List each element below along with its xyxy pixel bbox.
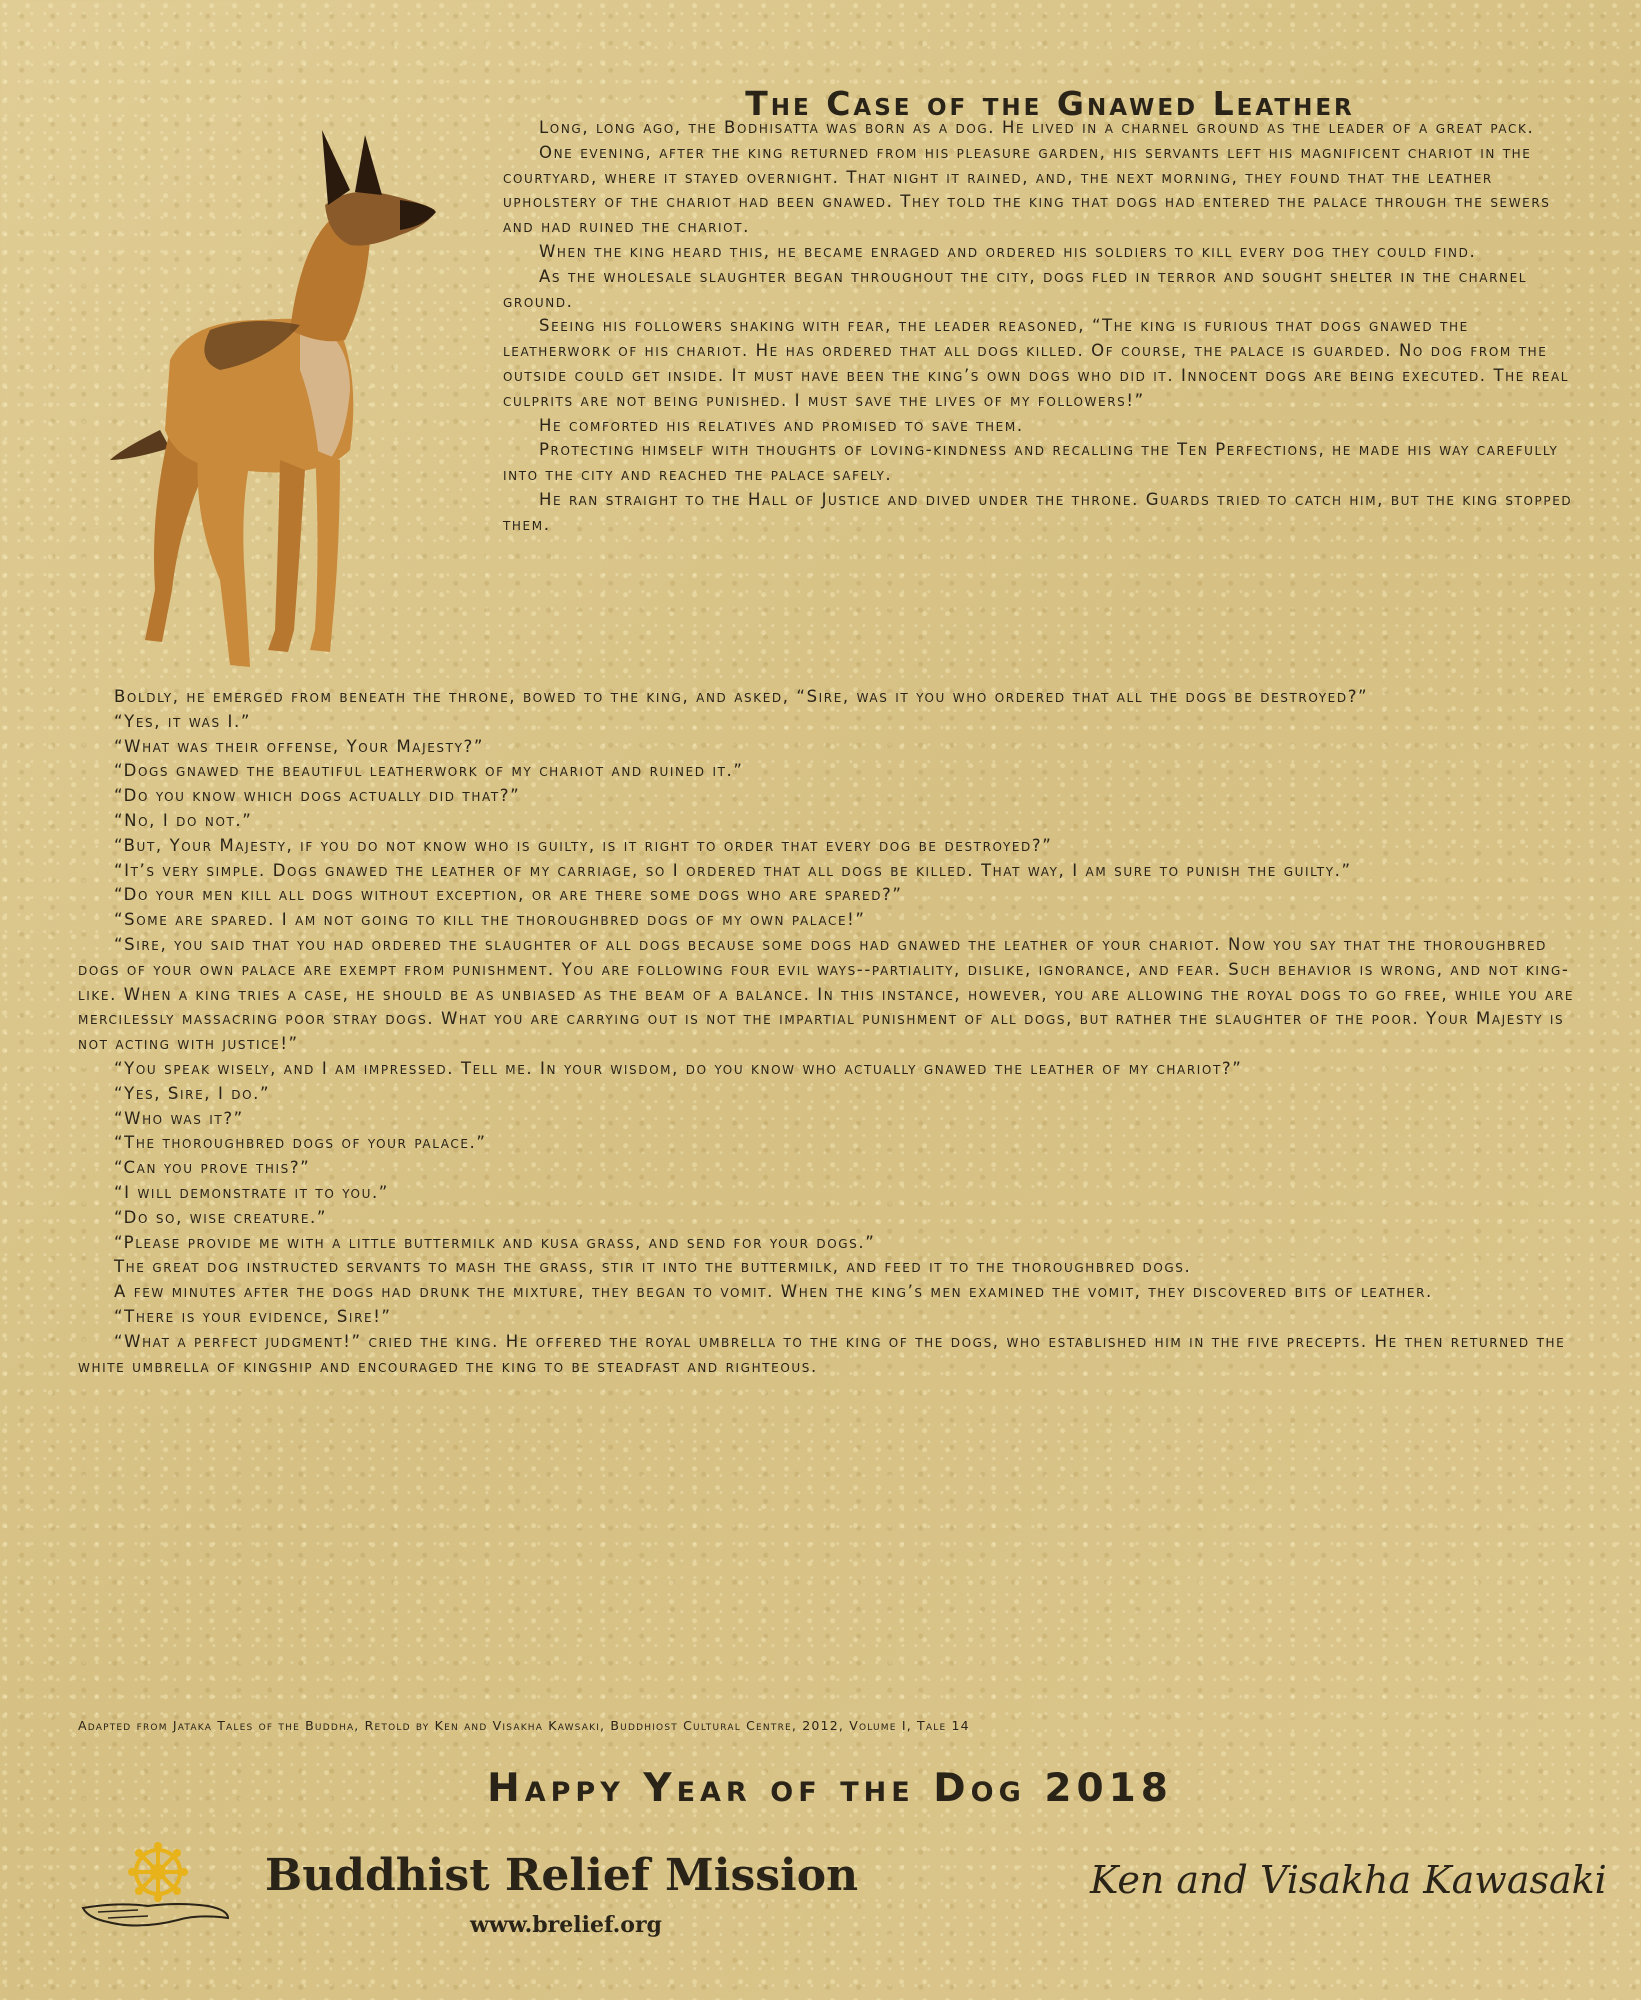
story-paragraph: “Do you know which dogs actually did that?” (114, 786, 521, 806)
story-paragraph: Protecting himself with thoughts of loving-kindness and recalling the Ten Perfections, he made his way carefully into the city and reached the palace safely. (503, 440, 1559, 485)
story-paragraph: “Do so, wise creature.” (114, 1207, 328, 1227)
story-paragraph: “There is your evidence, Sire!” (114, 1306, 392, 1326)
story-paragraph: “Yes, Sire, I do.” (114, 1083, 271, 1103)
dog-photo (100, 130, 480, 680)
org-name: Buddhist Relief Mission (265, 1850, 859, 1901)
story-paragraph: “Can you prove this?” (114, 1158, 311, 1178)
story-paragraph: “What was their offense, Your Majesty?” (114, 736, 485, 756)
story-paragraph: As the wholesale slaughter began throughout the city, dogs fled in terror and sought shelter in the charnel ground. (503, 266, 1528, 311)
story-paragraph: “The thoroughbred dogs of your palace.” (114, 1133, 487, 1153)
story-paragraph: Long, long ago, the Bodhisatta was born as a dog. He lived in a charnel ground as the leader of a great pack. (539, 118, 1535, 137)
story-paragraph: “Do your men kill all dogs without exception, or are there some dogs who are spared?” (114, 885, 903, 905)
story-paragraph: One evening, after the king returned from his pleasure garden, his servants left his magnificent chariot in the courtyard, where it stayed overnight. That night it rained, and, the next morning, they found that the leather upholstery of the chariot had been gnawed. They told the king that dogs had entered the palace through the sewers and had ruined the chariot. (503, 142, 1551, 237)
story-paragraph: The great dog instructed servants to mash the grass, stir it into the buttermilk, and feed it to the thoroughbred dogs. (114, 1257, 1192, 1277)
story-paragraph: “Who was it?” (114, 1108, 244, 1128)
source-credit: Adapted from Jataka Tales of the Buddha, Retold by Ken and Visakha Kawsaki, Buddhiost Cultural Centre, 2012, Volume I, Tale 14 (78, 1718, 970, 1733)
story-paragraph: “I will demonstrate it to you.” (114, 1182, 389, 1202)
story-paragraph: Seeing his followers shaking with fear, the leader reasoned, “The king is furious that dogs gnawed the leatherwork of his chariot. He has ordered that all dogs killed. Of course, the palace is guarded. No dog from the outside could get inside. It must have been the king’s own dogs who did it. Innocent dogs are being executed. The real culprits are not being punished. I must save the lives of my followers!” (503, 316, 1570, 410)
story-bottom (78, 685, 1578, 1379)
authors-signature: Ken and Visakha Kawasaki (1090, 1858, 1607, 1902)
page-title: The Case of the Gnawed Leather (745, 84, 1355, 124)
story-paragraph: “Yes, it was I.” (114, 711, 251, 731)
story-paragraph: “Please provide me with a little buttermilk and kusa grass, and send for your dogs.” (114, 1232, 876, 1252)
story-paragraph: “It’s very simple. Dogs gnawed the leather of my carriage, so I ordered that all dogs be killed. That way, I am sure to punish the guilty.” (114, 860, 1352, 880)
story-paragraph: “You speak wisely, and I am impressed. Tell me. In your wisdom, do you know who actually gnawed the leather of my chariot?” (114, 1058, 1243, 1078)
story-paragraph: “Dogs gnawed the beautiful leatherwork of my chariot and ruined it.” (114, 761, 744, 781)
story-paragraph: Boldly, he emerged from beneath the throne, bowed to the king, and asked, “Sire, was it you who ordered that all the dogs be destroyed?” (114, 687, 1369, 706)
story-paragraph: He ran straight to the Hall of Justice and dived under the throne. Guards tried to catch him, but the king stopped them. (503, 489, 1573, 534)
org-url[interactable]: www.brelief.org (470, 1912, 662, 1938)
story-paragraph: “Sire, you said that you had ordered the slaughter of all dogs because some dogs had gnawed the leather of your chariot. Now you say that the thoroughbred dogs of your own palace are exempt from punishment. You are following four evil ways--partiality, dislike, ignorance, and fear. Such behavior is wrong, and not king-like. When a king tries a case, he should be as unbiased as the beam of a balance. In this instance, however, you are allowing the royal dogs to go free, while you are mercilessly massacring poor stray dogs. What you are carrying out is not the impartial punishment of all dogs, but rather the slaughter of the poor. Your Majesty is not acting with justice!” (78, 934, 1575, 1054)
story-top (503, 116, 1578, 538)
story-paragraph: “Some are spared. I am not going to kill the thoroughbred dogs of my own palace!” (114, 910, 866, 930)
story-paragraph: “What a perfect judgment!” cried the king. He offered the royal umbrella to the king of the dogs, who established him in the five precepts. He then returned the white umbrella of kingship and encouraged the king to be steadfast and righteous. (78, 1331, 1566, 1376)
story-paragraph: “But, Your Majesty, if you do not know who is guilty, is it right to order that every dog be destroyed?” (114, 835, 1053, 855)
story-paragraph: A few minutes after the dogs had drunk the mixture, they began to vomit. When the king’s men examined the vomit, they discovered bits of leather. (114, 1282, 1433, 1302)
story-paragraph: When the king heard this, he became enraged and ordered his soldiers to kill every dog they could find. (539, 241, 1477, 261)
dharma-wheel-hand-logo (78, 1840, 238, 1940)
story-paragraph: He comforted his relatives and promised to save them. (539, 415, 1024, 435)
story-paragraph: “No, I do not.” (114, 810, 253, 830)
greeting-banner: Happy Year of the Dog 2018 (487, 1766, 1173, 1811)
